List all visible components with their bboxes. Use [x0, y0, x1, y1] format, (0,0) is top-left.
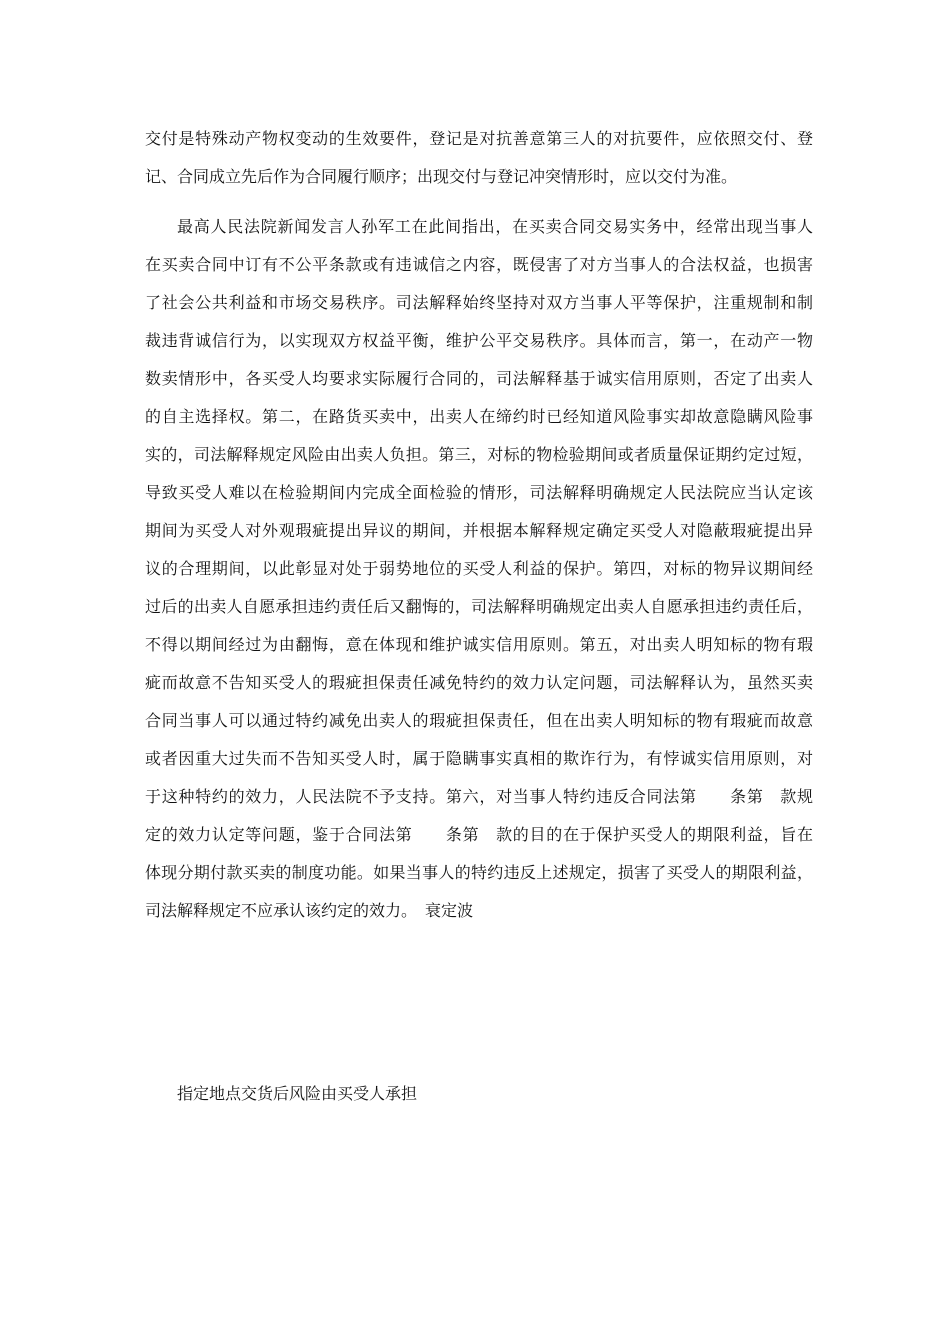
paragraph-line: 导致买受人难以在检验期间内完成全面检验的情形，司法解释明确规定人民法院应当认定该: [145, 483, 813, 502]
paragraph-line: 于这种特约的效力，人民法院不予支持。第六，对当事人特约违反合同法第 条第 款规: [145, 787, 813, 806]
paragraph-court-spokesperson: [145, 208, 813, 930]
heading-text: 指定地点交货后风险由买受人承担: [177, 1084, 418, 1103]
paragraph-line: 司法解释规定不应承认该约定的效力。 衰定波: [145, 901, 474, 920]
paragraph-line: 定的效力认定等问题，鉴于合同法第 条第 款的目的在于保护买受人的期限利益，旨在: [145, 825, 813, 844]
section-heading: [145, 1075, 813, 1113]
paragraph-line: 记、合同成立先后作为合同履行顺序；出现交付与登记冲突情形时，应以交付为准。: [145, 167, 738, 186]
paragraph-line: 的自主选择权。第二，在路货买卖中，出卖人在缔约时已经知道风险事实却故意隐瞒风险事: [145, 407, 813, 426]
paragraph-line: 裁违背诚信行为，以实现双方权益平衡，维护公平交易秩序。具体而言，第一，在动产一物: [145, 331, 813, 350]
paragraph-line: 过后的出卖人自愿承担违约责任后又翻悔的，司法解释明确规定出卖人自愿承担违约责任后，: [145, 597, 813, 616]
paragraph-line: 最高人民法院新闻发言人孙军工在此间指出，在买卖合同交易实务中，经常出现当事人: [177, 217, 813, 236]
paragraph-line: 疵而故意不告知买受人的瑕疵担保责任减免特约的效力认定问题，司法解释认为，虽然买卖: [145, 673, 813, 692]
paragraph-line: 议的合理期间，以此彰显对处于弱势地位的买受人利益的保护。第四，对标的物异议期间经: [145, 559, 813, 578]
paragraph-line: 或者因重大过失而不告知买受人时，属于隐瞒事实真相的欺诈行为，有悖诚实信用原则，对: [145, 749, 813, 768]
paragraph-line: 实的，司法解释规定风险由出卖人负担。第三，对标的物检验期间或者质量保证期约定过短，: [145, 445, 813, 464]
paragraph-line: 了社会公共利益和市场交易秩序。司法解释始终坚持对双方当事人平等保护，注重规制和制: [145, 293, 813, 312]
paragraph-delivery-registration: [145, 120, 813, 196]
paragraph-line: 数卖情形中，各买受人均要求实际履行合同的，司法解释基于诚实信用原则，否定了出卖人: [145, 369, 813, 388]
paragraph-line: 合同当事人可以通过特约减免出卖人的瑕疵担保责任，但在出卖人明知标的物有瑕疵而故意: [145, 711, 813, 730]
paragraph-line: 在买卖合同中订有不公平条款或有违诚信之内容，既侵害了对方当事人的合法权益，也损害: [145, 255, 813, 274]
paragraph-line: 期间为买受人对外观瑕疵提出异议的期间，并根据本解释规定确定买受人对隐蔽瑕疵提出异: [145, 521, 813, 540]
paragraph-line: 不得以期间经过为由翻悔，意在体现和维护诚实信用原则。第五，对出卖人明知标的物有瑕: [145, 635, 813, 654]
paragraph-line: 体现分期付款买卖的制度功能。如果当事人的特约违反上述规定，损害了买受人的期限利益，: [145, 863, 813, 882]
paragraph-line: 交付是特殊动产物权变动的生效要件，登记是对抗善意第三人的对抗要件，应依照交付、登: [145, 129, 813, 148]
